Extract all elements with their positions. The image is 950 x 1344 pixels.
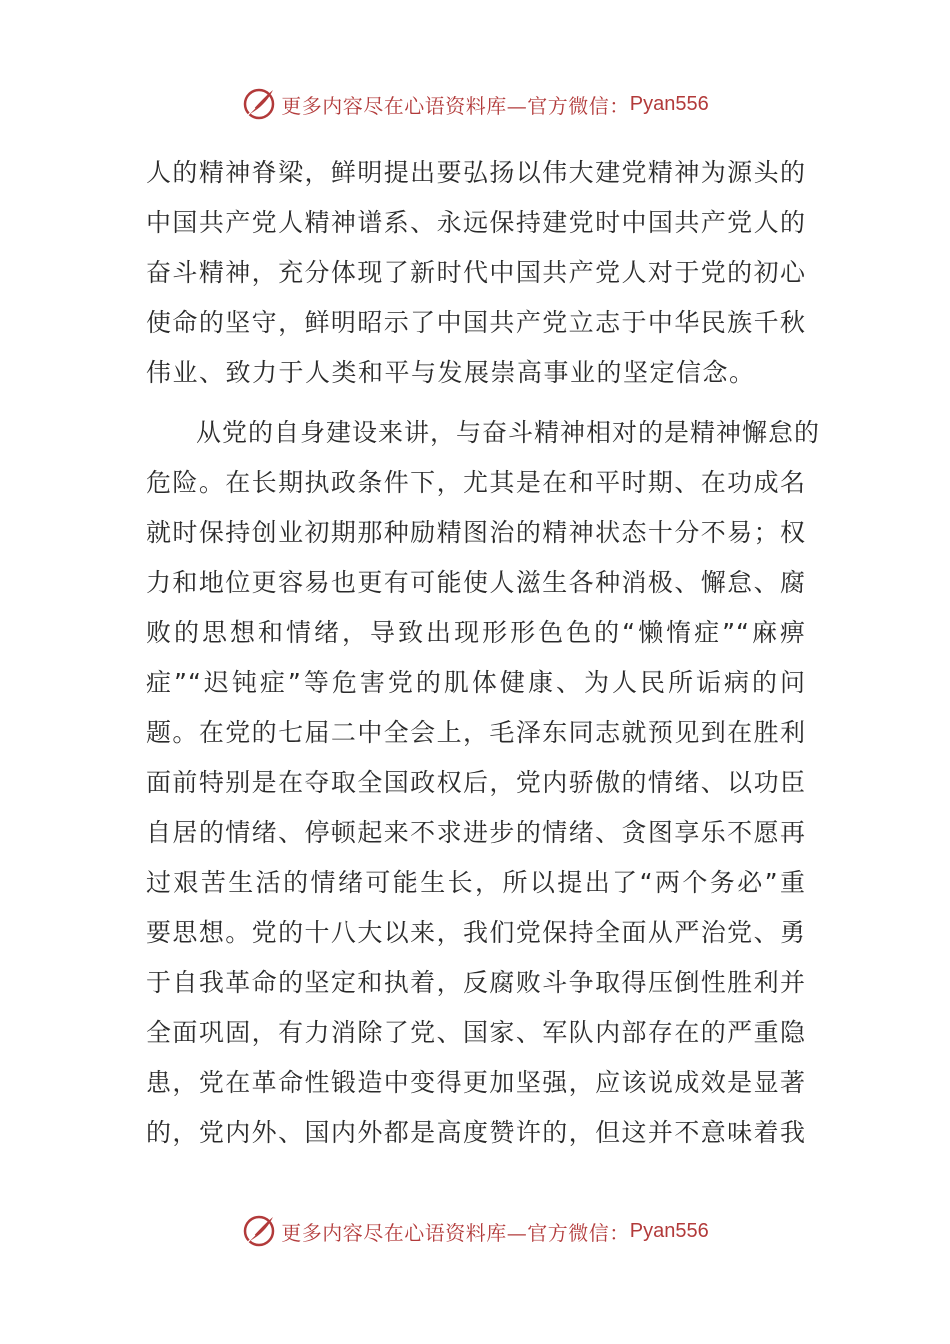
text-line: 使命的坚守，鲜明昭示了中国共产党立志于中华民族千秋	[146, 308, 806, 337]
text-line: 全面巩固，有力消除了党、国家、军队内部存在的严重隐	[146, 1018, 806, 1047]
text-line: 奋斗精神，充分体现了新时代中国共产党人对于党的初心	[146, 258, 806, 287]
text-line: 过艰苦生活的情绪可能生长，所以提出了“两个务必”重	[146, 868, 806, 897]
quill-pen-logo-icon	[241, 86, 277, 122]
quill-pen-logo-icon	[241, 1213, 277, 1249]
header-banner	[0, 84, 950, 124]
text-line: 人的精神脊梁，鲜明提出要弘扬以伟大建党精神为源头的	[146, 158, 806, 187]
text-line: 症”“迟钝症”等危害党的肌体健康、为人民所诟病的问	[146, 668, 806, 697]
text-line: 题。在党的七届二中全会上，毛泽东同志就预见到在胜利	[146, 718, 806, 747]
text-line: 伟业、致力于人类和平与发展崇高事业的坚定信念。	[146, 358, 756, 387]
text-line: 要思想。党的十八大以来，我们党保持全面从严治党、勇	[146, 918, 806, 947]
text-line: 危险。在长期执政条件下，尤其是在和平时期、在功成名	[146, 468, 806, 497]
paragraph-2	[146, 408, 821, 1158]
text-line: 中国共产党人精神谱系、永远保持建党时中国共产党人的	[146, 208, 806, 237]
header-wechat-id: Pyan556	[629, 92, 709, 115]
paragraph-1	[146, 148, 806, 398]
text-line: 自居的情绪、停顿起来不求进步的情绪、贪图享乐不愿再	[146, 818, 806, 847]
text-line: 从党的自身建设来讲，与奋斗精神相对的是精神懈怠的	[170, 418, 821, 447]
footer-banner-text: 更多内容尽在心语资料库—官方微信：	[281, 1220, 630, 1245]
text-line: 面前特别是在夺取全国政权后，党内骄傲的情绪、以功臣	[146, 768, 806, 797]
text-line: 败的思想和情绪，导致出现形形色色的“懒惰症”“麻痹	[146, 618, 806, 647]
text-line: 于自我革命的坚定和执着，反腐败斗争取得压倒性胜利并	[146, 968, 806, 997]
footer-wechat-id: Pyan556	[629, 1219, 709, 1242]
text-line: 的，党内外、国内外都是高度赞许的，但这并不意味着我	[146, 1118, 806, 1147]
text-line: 患，党在革命性锻造中变得更加坚强，应该说成效是显著	[146, 1068, 806, 1097]
text-line: 就时保持创业初期那种励精图治的精神状态十分不易；权	[146, 518, 806, 547]
text-line: 力和地位更容易也更有可能使人滋生各种消极、懈怠、腐	[146, 568, 806, 597]
header-banner-text: 更多内容尽在心语资料库—官方微信：	[281, 93, 630, 118]
footer-banner	[0, 1211, 950, 1251]
article-body	[146, 148, 821, 1158]
